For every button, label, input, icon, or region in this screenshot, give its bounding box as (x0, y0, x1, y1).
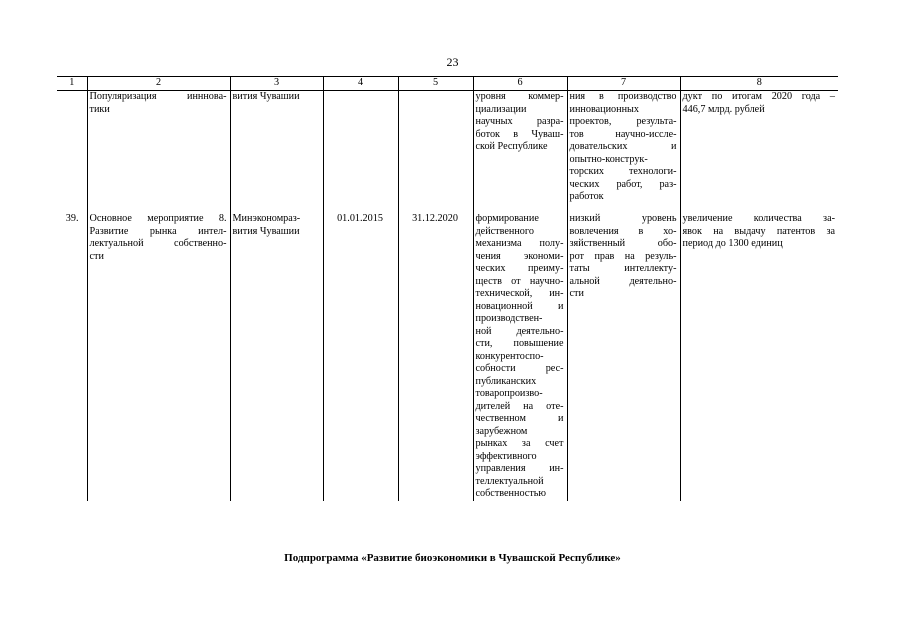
cell-text-line: Популяризация инннова- (89, 91, 227, 102)
measure-name-cell (87, 207, 230, 501)
cell-text-line: работок (569, 191, 604, 202)
expected-result-cell (473, 91, 567, 208)
cell-text-line: дителей на оте- (475, 400, 564, 412)
column-header: 6 (473, 77, 567, 91)
cell-text-line: сти, повышение (475, 338, 564, 349)
column-header: 1 (57, 77, 87, 91)
executor-cell (230, 91, 323, 208)
column-header: 2 (87, 77, 230, 91)
cell-text-line: ской Республике (475, 141, 548, 152)
indicator-cell (680, 91, 838, 208)
cell-text-line: проектов, результа- (569, 116, 677, 127)
column-number-row (57, 77, 838, 91)
cell-text-line: действенного (475, 225, 534, 237)
executor-cell (230, 207, 323, 501)
cell-text-line: ществ от научно- (475, 275, 564, 287)
cell-text-line: лектуальной собственно- (89, 238, 227, 249)
cell-text-line: производствен- (475, 313, 543, 324)
subprogram-title: Подпрограмма «Развитие биоэкономики в Чувашской Республике» (284, 552, 621, 564)
cell-text-line: зяйственный обо- (569, 238, 677, 249)
cell-text-line: сти (89, 250, 104, 262)
cell-text-line: вовлечения в хо- (569, 225, 677, 237)
cell-text-line: тики (89, 103, 110, 115)
cell-text-line: научных разра- (475, 116, 564, 127)
row-number-cell: 39. (57, 207, 87, 501)
column-header: 7 (567, 77, 680, 91)
consequences-cell (567, 207, 680, 501)
row-number-cell (57, 91, 87, 208)
indicator-cell (680, 207, 838, 501)
expected-result-cell (473, 207, 567, 501)
cell-text-line: тов научно-иссле- (569, 128, 677, 140)
cell-text-line: инновационных (569, 103, 639, 115)
cell-text-line: ной деятельно- (475, 325, 564, 337)
cell-text-line: довательских и (569, 141, 677, 152)
column-header: 5 (398, 77, 473, 91)
cell-text-line: формирование (475, 213, 539, 224)
cell-text-line: низкий уровень (569, 213, 677, 224)
cell-text-line: технической, ин- (475, 288, 564, 299)
cell-text-line: публиканских (475, 375, 537, 387)
column-header: 3 (230, 77, 323, 91)
consequences-cell (567, 91, 680, 208)
cell-text-line: циализации (475, 103, 527, 115)
cell-text-line: Развитие рынка интел- (89, 225, 227, 237)
cell-text-line: рот прав на резуль- (569, 250, 677, 262)
cell-text-line: теллектуальной (475, 475, 544, 487)
measures-table (57, 76, 838, 501)
cell-text-line: дукт по итогам 2020 года – (682, 91, 835, 102)
cell-text-line: новационной и (475, 300, 564, 312)
cell-text-line: боток в Чуваш- (475, 128, 564, 140)
cell-text-line: собственностью (475, 488, 547, 499)
cell-text-line: вития Чувашии (232, 91, 300, 102)
cell-text-line: явок на выдачу патентов за (682, 225, 835, 237)
cell-text-line: ческих работ, раз- (569, 178, 677, 190)
cell-text-line: эффективного (475, 450, 537, 462)
cell-text-line: зарубежном (475, 425, 528, 437)
cell-text-line: чения экономи- (475, 250, 564, 262)
table-row (57, 91, 838, 208)
cell-text-line: товаропроизво- (475, 388, 543, 399)
end-date-cell: 31.12.2020 (398, 207, 473, 501)
cell-text-line: 446,7 млрд. рублей (682, 103, 765, 115)
cell-text-line: конкурентоспо- (475, 350, 544, 362)
cell-text-line: опытно-конструк- (569, 153, 648, 165)
start-date-cell (323, 91, 398, 208)
end-date-cell (398, 91, 473, 208)
cell-text-line: Минэкономраз- (232, 213, 301, 224)
cell-text-line: вития Чувашии (232, 225, 300, 237)
cell-text-line: рынках за счет (475, 438, 564, 449)
cell-text-line: ческих преиму- (475, 263, 564, 274)
column-header: 8 (680, 77, 838, 91)
page-number: 23 (446, 55, 459, 69)
cell-text-line: чественном и (475, 413, 564, 424)
cell-text-line: собности рес- (475, 363, 564, 374)
cell-text-line: ния в производство (569, 91, 677, 102)
cell-text-line: уровня коммер- (475, 91, 564, 102)
table-row (57, 207, 838, 501)
cell-text-line: сти (569, 288, 584, 299)
cell-text-line: торских технологи- (569, 166, 677, 177)
cell-text-line: Основное мероприятие 8. (89, 213, 227, 224)
cell-text-line: альной деятельно- (569, 275, 677, 287)
measure-name-cell (87, 91, 230, 208)
start-date-cell: 01.01.2015 (323, 207, 398, 501)
cell-text-line: таты интеллекту- (569, 263, 677, 274)
cell-text-line: управления ин- (475, 463, 564, 474)
cell-text-line: период до 1300 единиц (682, 238, 783, 249)
cell-text-line: механизма полу- (475, 238, 564, 249)
cell-text-line: увеличение количества за- (682, 213, 835, 224)
column-header: 4 (323, 77, 398, 91)
